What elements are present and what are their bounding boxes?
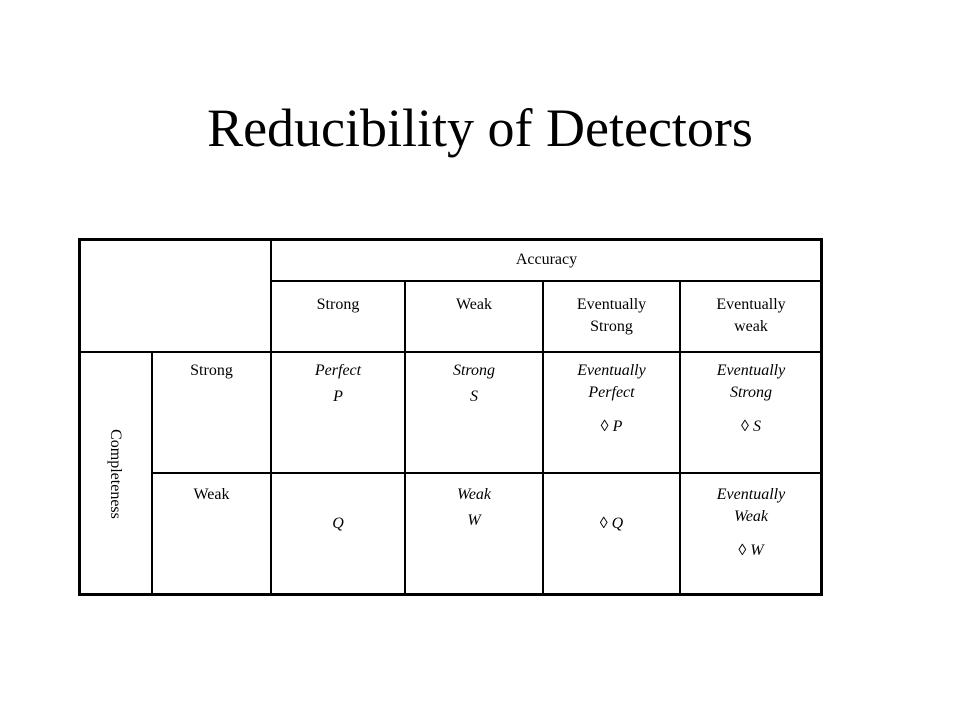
detector-perfect-name: Perfect <box>314 362 362 379</box>
row-header-strong: Strong <box>190 362 233 379</box>
column-header-strong: Strong <box>316 296 360 313</box>
detector-eventually-strong-symbol: ◊ S <box>741 418 761 435</box>
column-header-eventually-strong: Eventually Strong <box>576 296 647 335</box>
detector-perfect-symbol: P <box>333 388 343 405</box>
vertical-divider <box>270 238 272 596</box>
horizontal-divider <box>152 472 823 474</box>
detector-eventually-weak-name: Eventually Weak <box>716 486 786 525</box>
completeness-header: Completeness <box>107 429 124 519</box>
detector-eventually-strong-name: Eventually Strong <box>716 362 786 401</box>
detector-q-symbol: Q <box>332 515 344 532</box>
horizontal-divider <box>271 280 823 282</box>
detector-eventually-perfect-name: Eventually Perfect <box>577 362 646 401</box>
detector-eventually-perfect-symbol: ◊ P <box>600 418 623 435</box>
slide-title: Reducibility of Detectors <box>207 98 753 158</box>
accuracy-header: Accuracy <box>515 251 578 268</box>
detector-eventually-weak-symbol: ◊ W <box>738 542 764 559</box>
horizontal-divider <box>78 351 823 353</box>
detector-weak-symbol: W <box>467 512 481 529</box>
column-header-eventually-weak: Eventually weak <box>716 296 786 335</box>
detector-weak-name: Weak <box>456 486 492 503</box>
vertical-divider <box>404 280 406 596</box>
detector-eventually-q-symbol: ◊ Q <box>599 515 624 532</box>
detector-strong-symbol: S <box>470 388 478 405</box>
column-header-weak: Weak <box>455 296 493 313</box>
detector-strong-name: Strong <box>452 362 496 379</box>
row-header-weak: Weak <box>193 486 230 503</box>
